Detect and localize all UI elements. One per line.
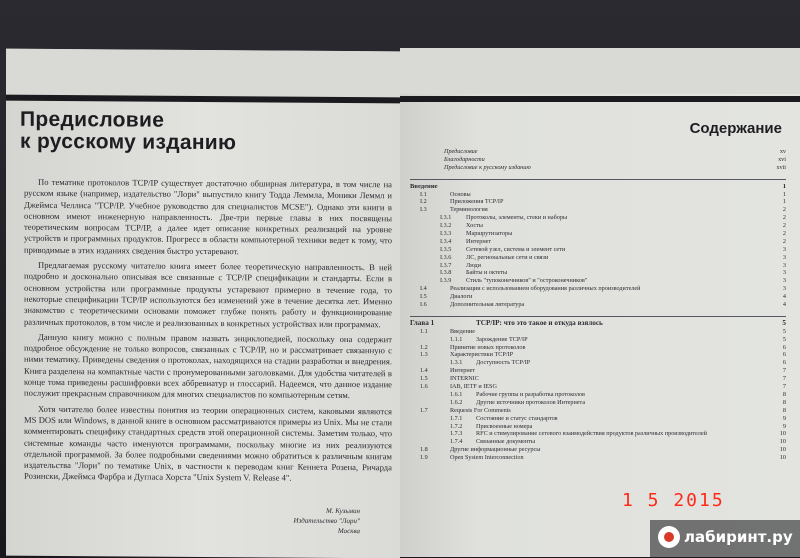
toc-entry-title: Связанные документы — [476, 438, 536, 446]
signature — [294, 506, 360, 536]
toc-entry — [410, 336, 786, 344]
toc-entry-number: 1.6 — [420, 383, 428, 391]
toc-entry-page: 5 — [782, 318, 786, 327]
toc-entry-page: 7 — [782, 375, 786, 383]
toc-title: Содержание — [689, 120, 782, 137]
toc-entry-page: 2 — [782, 214, 786, 222]
toc-entry — [410, 359, 786, 367]
toc-entry-number: 1.4 — [420, 367, 428, 375]
toc-entry — [410, 230, 786, 238]
toc-entry-number: 1.7.2 — [450, 422, 463, 430]
toc-entry — [410, 454, 786, 462]
toc-entry-page: 1 — [782, 182, 786, 190]
toc-entry-title: Предисловие к русскому изданию — [444, 163, 531, 171]
toc-entry-title: Благодарности — [444, 155, 485, 163]
watermark-logo-icon — [658, 526, 680, 548]
watermark — [650, 520, 800, 557]
toc-entry-title: Requests For Comments — [450, 406, 511, 414]
toc-front-entry — [410, 148, 786, 156]
paragraph: Предлагаемая русскому читателю книга имеет более теоретическую направленность. В ней подробно и досконально описывая все связанные с TCP/IP спецификации и стандарты. Если в основном устройства или программные продукты устаревают примерно в течение года, то некоторые спецификации TCP/IP используются без изменений уже в течение десятка лет. Именно знакомство с теоретическими основами поможет глубже понять работу и функционирование различных протоколов, в том числе и реализованных в конкретных устройствах или программах. — [24, 259, 392, 329]
toc-entry-title: Люди — [466, 261, 481, 269]
toc-entry-number: 1.7.3 — [450, 430, 463, 438]
toc-entry-page: 10 — [779, 454, 786, 462]
toc-entry-page: 1 — [782, 198, 786, 206]
toc-entry-page: 8 — [782, 390, 786, 398]
top-margin — [400, 48, 800, 94]
toc-entry — [410, 222, 786, 230]
toc-entry — [410, 351, 786, 359]
toc-entry — [410, 383, 786, 391]
toc-front-entry — [410, 164, 786, 172]
toc-entry-number: 1.7 — [420, 406, 428, 414]
toc-entry-page: 2 — [782, 206, 786, 214]
toc-divider — [410, 316, 786, 317]
toc-entry-page: 2 — [782, 237, 786, 245]
toc-entry-title: Маршрутизаторы — [466, 230, 513, 238]
toc-entry-title: Реализации с использованием оборудования различных производителей — [450, 285, 641, 293]
toc-entry-page: 3 — [782, 285, 786, 293]
toc-entry-page: 6 — [782, 343, 786, 351]
toc-entry-title: Терминология — [450, 206, 488, 214]
date-stamp: 1 5 2015 — [622, 490, 725, 511]
toc-entry — [410, 375, 786, 383]
toc-entry — [410, 246, 786, 254]
toc-entry-number: I.5 — [420, 293, 427, 301]
toc-entry — [410, 254, 786, 262]
toc-entry — [410, 198, 786, 206]
toc-entry — [410, 214, 786, 222]
toc-entry-page: xvii — [776, 163, 786, 171]
toc-entry-title: Интернет — [466, 237, 492, 245]
toc-intro-label: Введение — [410, 182, 438, 190]
toc-entry-title: RFC и стимулирование сетевого взаимодействия продуктов различных производителей — [476, 430, 707, 438]
toc-entry-page: 6 — [782, 359, 786, 367]
toc-entry — [410, 328, 786, 336]
paragraph: Данную книгу можно с полным правом назвать энциклопедией, поскольку она содержит подробное обсуждение не только вопросов, связанных с TCP/IP, но и рассматривает связанную с ними тематику. Приведены сведения о протоколах, находящихся на стадии разработки и внедрения. Книга разделена на компактные части с пронумерованными заголовками. Для удобства читателей в конце тома приведены расшифровки всех аббревиатур и глоссарий. Надеемся, что данное издание послужит прекрасным справочником для многих специалистов по компьютерным сетям. — [24, 331, 392, 401]
toc-entry — [410, 423, 786, 431]
toc-entry-title: Зарождение TCP/IP — [476, 335, 528, 343]
toc-entry-title: Байты и октеты — [466, 269, 508, 277]
toc-entry-number: 1.3 — [420, 351, 428, 359]
toc-chapter-heading — [410, 320, 786, 328]
toc-entry-title: IAB, IETF и IESG — [450, 383, 497, 391]
signature-line: Москва — [337, 526, 360, 536]
toc-entry-page: 3 — [782, 269, 786, 277]
toc-entry — [410, 301, 786, 309]
toc-entry — [410, 262, 786, 270]
toc-entry-number: I.1 — [420, 190, 427, 198]
toc-entry-number: 1.1 — [420, 327, 428, 335]
toc-entry-page: 10 — [779, 430, 786, 438]
toc-entry-number: I.4 — [420, 285, 427, 293]
toc-entry-title: Введение — [450, 327, 475, 335]
toc-entry-number: I.3.3 — [440, 230, 452, 238]
toc-entry-number: 1.1.1 — [450, 335, 463, 343]
toc-entry-page: 7 — [782, 383, 786, 391]
signature-line: М. Кузьмин — [325, 506, 360, 516]
toc-entry — [410, 293, 786, 301]
toc-entry-page: 3 — [782, 261, 786, 269]
toc-entry-title: Приложения TCP/IP — [450, 198, 504, 206]
toc-entry-title: Open System Interconnection — [450, 454, 524, 462]
toc-entry-number: I.3.7 — [440, 261, 452, 269]
toc-entry-number: I.3.6 — [440, 253, 452, 261]
toc-entry — [410, 191, 786, 199]
toc-entry-title: Присвоенные номера — [476, 422, 533, 430]
toc-entry-page: 3 — [782, 277, 786, 285]
toc-entry-number: 1.9 — [420, 454, 428, 462]
toc-entry-number: I.3 — [420, 206, 427, 214]
toc-entry-number: 1.6.1 — [450, 390, 463, 398]
toc-entry-page: 8 — [782, 398, 786, 406]
table-of-contents — [410, 148, 786, 462]
toc-entry-title: Другие источники протоколов Интернета — [476, 398, 586, 406]
toc-entry-number: 1.8 — [420, 446, 428, 454]
toc-entry — [410, 285, 786, 293]
toc-entry-title: Протоколы, элементы, стеки и наборы — [466, 214, 568, 222]
toc-entry-page: 4 — [782, 301, 786, 309]
page-heading — [20, 109, 380, 156]
toc-entry — [410, 344, 786, 352]
toc-entry — [410, 415, 786, 423]
toc-entry — [410, 206, 786, 214]
toc-entry — [410, 407, 786, 415]
toc-entry-page: 4 — [782, 293, 786, 301]
toc-entry-number: I.3.8 — [440, 269, 452, 277]
toc-entry-page: 6 — [782, 351, 786, 359]
toc-entry — [410, 399, 786, 407]
toc-entry-title: INTERNIC — [450, 375, 479, 383]
toc-entry-page: 10 — [779, 438, 786, 446]
toc-entry-number: I.3.9 — [440, 277, 452, 285]
paragraph: По тематике протоколов TCP/IP существует достаточно обширная литература, в том числе на русском языке (например, издательство "Лори" выпустило книгу Тодда Леммла, Моники Леммл и Джеймса Челлиса "TCP/IP. Учебное руководство для специалистов MCSE"). Однако эти книги в основном имеют инженерную направленность. Две-три первые главы в них посвящены теоретическим вопросам TCP/IP, а далее идет описание конкретных реализаций на уровне устройств и программных продуктов. Прогресс в области компьютерной техники ведет к тому, что приводимые в этих изданиях сведения быстро устаревают. — [24, 176, 392, 257]
toc-entry — [410, 277, 786, 285]
toc-entry-title: Стиль "тупоконечников" и "остроконечников" — [466, 277, 588, 285]
toc-front-entry — [410, 156, 786, 164]
toc-entry-number: I.2 — [420, 198, 427, 206]
toc-entry-title: Рабочие группы и разработка протоколов — [476, 390, 585, 398]
toc-entry-title: Диалоги — [450, 293, 473, 301]
toc-entry-number: I.3.1 — [440, 214, 452, 222]
toc-entry-title: Другие информационные ресурсы — [450, 446, 541, 454]
toc-entry-number: 1.2 — [420, 343, 428, 351]
toc-entry-title: Интернет — [450, 367, 476, 375]
heading-line-2: к русскому изданию — [20, 129, 237, 155]
toc-entry-title: Принятие новых протоколов — [450, 343, 526, 351]
toc-entry-title: Хосты — [466, 222, 483, 230]
toc-chapter-label: Глава 1 — [410, 318, 435, 327]
toc-entry-number: I.3.2 — [440, 222, 452, 230]
toc-entry-title: Характеристики TCP/IP — [450, 351, 514, 359]
toc-entry-page: xv — [779, 148, 786, 155]
toc-entry-number: 1.5 — [420, 375, 428, 383]
toc-entry-title: Сетевой узел, система и элемент сети — [466, 245, 566, 253]
header-rule — [400, 96, 800, 102]
toc-entry — [410, 430, 786, 438]
toc-entry-page: 8 — [782, 406, 786, 414]
toc-entry-number: I.3.4 — [440, 237, 452, 245]
toc-entry — [410, 438, 786, 446]
toc-entry-page: 9 — [782, 422, 786, 430]
left-page — [6, 49, 400, 558]
toc-entry-title: Доступность TCP/IP — [476, 359, 531, 367]
paragraph: Хотя читателю более известны понятия из теории операционных систем, каковыми являются MS DOS или Windows, в данной книге в основном рассматриваются примеры из Unix. Мы не стали комментировать специфику стандартных средств этой операционной системы. Заметим только, что системные команды часто именуются программами, поскольку многие из них реализуются отдельной программой. За более подробными сведениями можно обратиться к различным книгам издательства "Лори" по тематике Unix, в частности к переводам книг Кеннета Розена, Ричарда Розински, Джеймса Фарбра и Дугласа Хорста "Unix System V. Release 4". — [24, 403, 392, 484]
toc-chapter-title: TCP/IP: что это такое и откуда взялось — [476, 318, 603, 327]
toc-entry — [410, 238, 786, 246]
toc-entry-number: 1.6.2 — [450, 398, 463, 406]
toc-entry-page: 7 — [782, 367, 786, 375]
toc-entry-title: Состояние и статус стандартов — [476, 414, 558, 422]
toc-entry-number: 1.7.1 — [450, 414, 463, 422]
toc-entry-page: 2 — [782, 230, 786, 238]
toc-entry-page: xvi — [778, 155, 786, 163]
toc-entry-number: 1.7.4 — [450, 438, 463, 446]
toc-entry-page: 1 — [782, 190, 786, 198]
heading-line-1: Предисловие — [20, 107, 165, 132]
toc-divider — [410, 179, 786, 180]
toc-entry-page: 5 — [782, 335, 786, 343]
toc-entry-page: 2 — [782, 222, 786, 230]
toc-entry — [410, 391, 786, 399]
toc-entry-page: 3 — [782, 253, 786, 261]
toc-entry-number: I.6 — [420, 301, 427, 309]
right-page — [400, 48, 800, 557]
toc-entry-title: Дополнительная литература — [450, 301, 525, 309]
toc-entry-page: 5 — [782, 327, 786, 335]
toc-entry-page: 9 — [782, 414, 786, 422]
toc-entry — [410, 446, 786, 454]
toc-entry-number: 1.3.1 — [450, 359, 463, 367]
toc-entry-title: Предисловие — [444, 148, 478, 155]
preface-body — [24, 177, 392, 489]
toc-entry-number: I.3.5 — [440, 245, 452, 253]
signature-line: Издательство "Лори" — [293, 516, 360, 526]
toc-entry — [410, 269, 786, 277]
toc-entry-page: 3 — [782, 245, 786, 253]
toc-entry-page: 10 — [779, 446, 786, 454]
watermark-text: лабиринт.ру — [684, 528, 793, 546]
toc-entry — [410, 367, 786, 375]
toc-entry-title: ЛС, региональные сети и связи — [466, 253, 549, 261]
toc-intro-heading — [410, 183, 786, 191]
top-margin — [6, 49, 400, 98]
toc-entry-title: Основы — [450, 190, 471, 198]
